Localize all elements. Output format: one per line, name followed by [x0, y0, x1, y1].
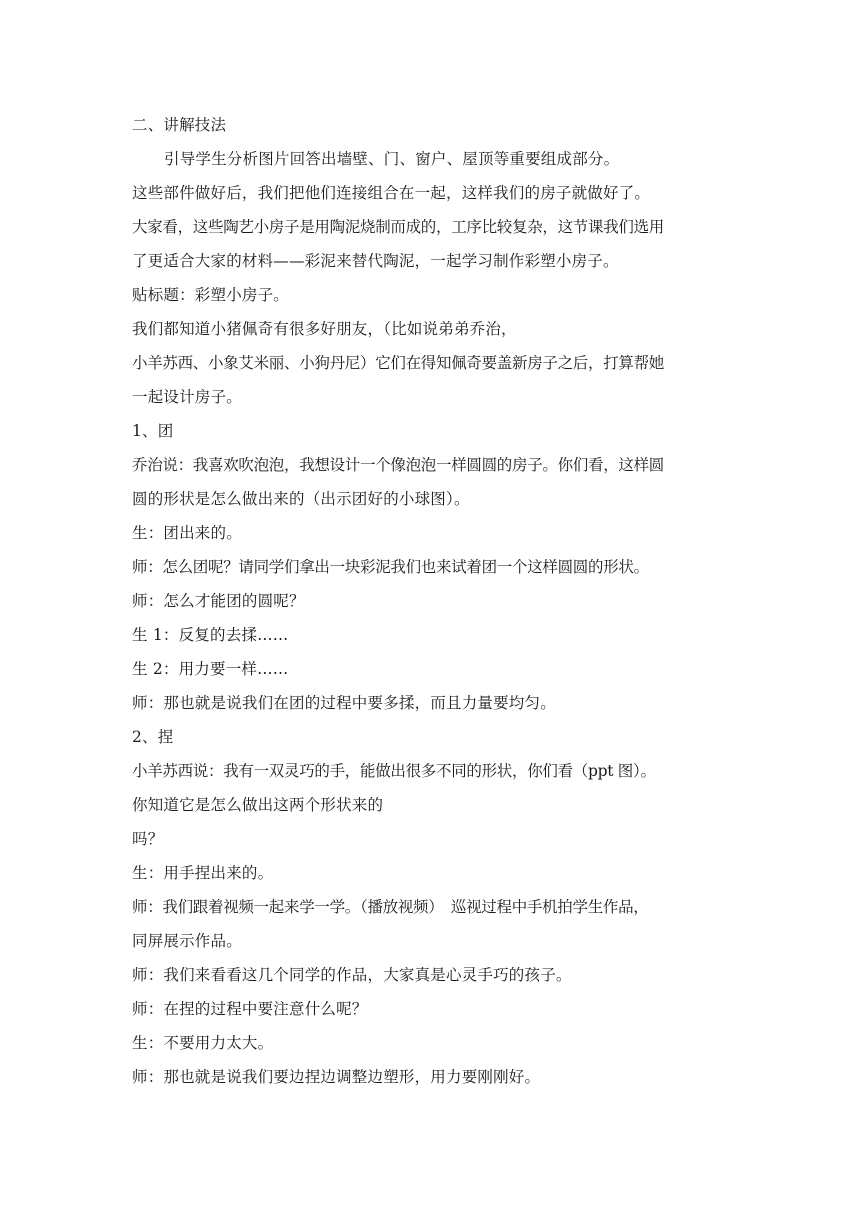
paragraph-line: 大家看，这些陶艺小房子是用陶泥烧制而成的，工序比较复杂，这节课我们选用: [132, 218, 665, 236]
dialogue-line: 生：用手捏出来的。: [132, 864, 274, 882]
dialogue-line: 师：那也就是说我们要边捏边调整边塑形，用力要刚刚好。: [132, 1068, 541, 1086]
dialogue-line: 生：不要用力太大。: [132, 1034, 274, 1052]
dialogue-line: 生 2：用力要一样……: [132, 660, 289, 678]
paragraph-line: 圆的形状是怎么做出来的（出示团好的小球图）。: [132, 490, 470, 508]
dialogue-line: 师：我们来看看这几个同学的作品，大家真是心灵手巧的孩子。: [132, 966, 572, 984]
paragraph-line: 一起设计房子。: [132, 388, 242, 406]
subsection-heading: 1、团: [132, 422, 174, 440]
paragraph-line: 吗？: [132, 830, 164, 848]
section-heading: 二、讲解技法: [132, 116, 227, 134]
document-body: [132, 108, 732, 1094]
paragraph-line: 这些部件做好后，我们把他们连接组合在一起，这样我们的房子就做好了。: [132, 184, 651, 202]
dialogue-line: 师：在捏的过程中要注意什么呢？: [132, 1000, 368, 1018]
paragraph-line: 乔治说：我喜欢吹泡泡，我想设计一个像泡泡一样圆圆的房子。你们看，这样圆: [132, 456, 665, 474]
dialogue-line: 生 1：反复的去揉……: [132, 626, 289, 644]
paragraph-line: 小羊苏西说：我有一双灵巧的手，能做出很多不同的形状，你们看（ppt 图）。: [132, 762, 656, 780]
paragraph-line: 同屏展示作品。: [132, 932, 242, 950]
dialogue-line: 师：那也就是说我们在团的过程中要多揉，而且力量要均匀。: [132, 694, 556, 712]
paragraph-line: 贴标题：彩塑小房子。: [132, 286, 290, 304]
paragraph-line: 小羊苏西、小象艾米丽、小狗丹尼）它们在得知佩奇要盖新房子之后，打算帮她: [132, 354, 665, 372]
paragraph-line: 你知道它是怎么做出这两个形状来的: [132, 796, 384, 814]
paragraph-line: 了更适合大家的材料——彩泥来替代陶泥，一起学习制作彩塑小房子。: [132, 252, 619, 270]
subsection-heading: 2、捏: [132, 728, 174, 746]
paragraph-line: 我们都知道小猪佩奇有很多好朋友，（比如说弟弟乔治，: [132, 320, 517, 338]
dialogue-line: 师：我们跟着视频一起来学一学。（播放视频） 巡视过程中手机拍学生作品，: [132, 898, 649, 916]
paragraph-line: 引导学生分析图片回答出墙壁、门、窗户、屋顶等重要组成部分。: [164, 150, 620, 168]
dialogue-line: 师：怎么团呢？请同学们拿出一块彩泥我们也来试着团一个这样圆圆的形状。: [132, 558, 649, 576]
dialogue-line: 生：团出来的。: [132, 524, 242, 542]
dialogue-line: 师：怎么才能团的圆呢？: [132, 592, 305, 610]
